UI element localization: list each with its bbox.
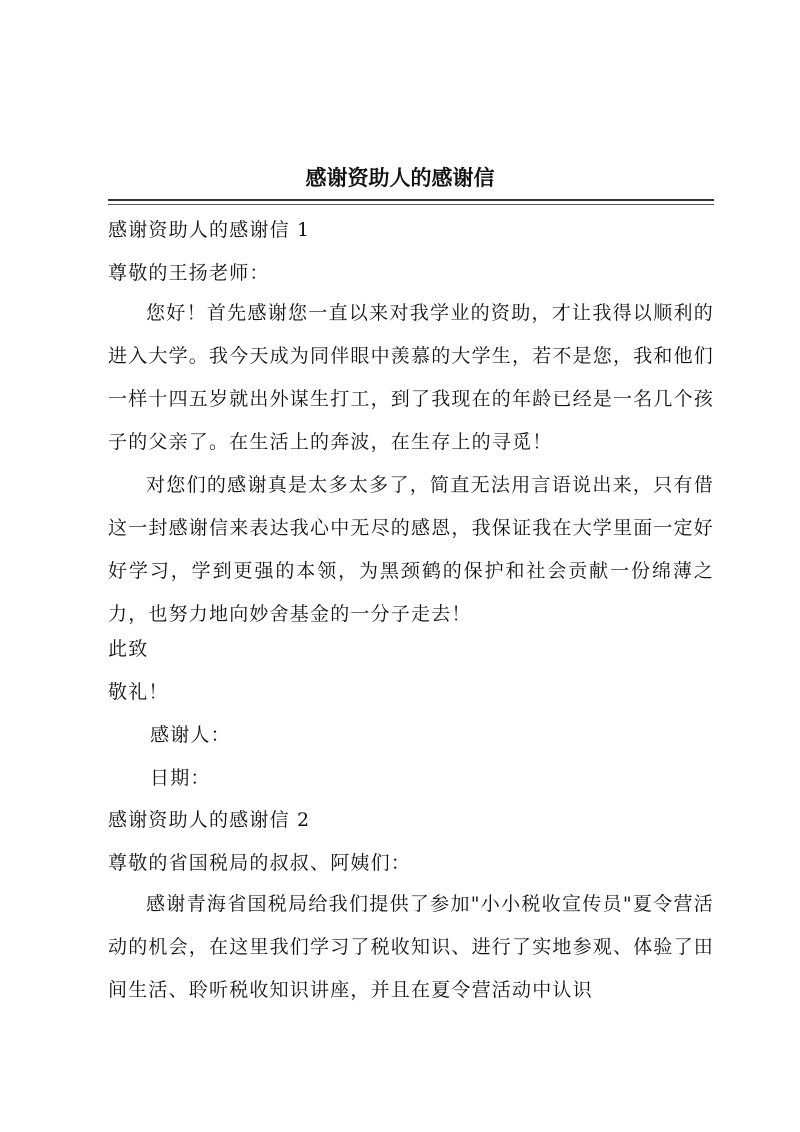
letter2-salutation: 尊敬的省国税局的叔叔、阿姨们： xyxy=(108,852,412,874)
title-divider-thick xyxy=(108,199,714,201)
letter1-paragraph-1: 您好！首先感谢您一直以来对我学业的资助，才让我得以顺利的进入大学。我今天成为同伴眼中羡慕的大学生，若不是您，我和他们一样十四五岁就出外谋生打工，到了我现在的年龄已经是一名几个孩子的父亲了。在生活上的奔波，在生存上的寻觅！ xyxy=(108,302,715,453)
letter1-salutation: 尊敬的王扬老师： xyxy=(108,262,270,284)
letter1-date: 日期： xyxy=(150,767,211,789)
letter1-heading: 感谢资助人的感谢信 1 xyxy=(108,219,311,241)
letter2-heading: 感谢资助人的感谢信 2 xyxy=(108,809,311,831)
document-title: 感谢资助人的感谢信 xyxy=(305,165,495,190)
letter1-closing-2: 敬礼！ xyxy=(108,681,169,703)
letter1-signer: 感谢人： xyxy=(150,724,231,746)
title-divider-thin xyxy=(108,204,714,205)
letter1-paragraph-2: 对您们的感谢真是太多太多了，简直无法用言语说出来，只有借这一封感谢信来表达我心中无尽的感恩，我保证我在大学里面一定好好学习，学到更强的本领，为黑颈鹤的保护和社会贡献一份绵薄之力，也努力地向妙舍基金的一分子走去！ xyxy=(108,474,715,625)
letter2-paragraph-1: 感谢青海省国税局给我们提供了参加"小小税收宣传员"夏令营活动的机会，在这里我们学习了税收知识、进行了实地参观、体验了田间生活、聆听税收知识讲座，并且在夏令营活动中认识 xyxy=(108,893,715,1001)
letter1-closing-1: 此致 xyxy=(108,638,149,660)
